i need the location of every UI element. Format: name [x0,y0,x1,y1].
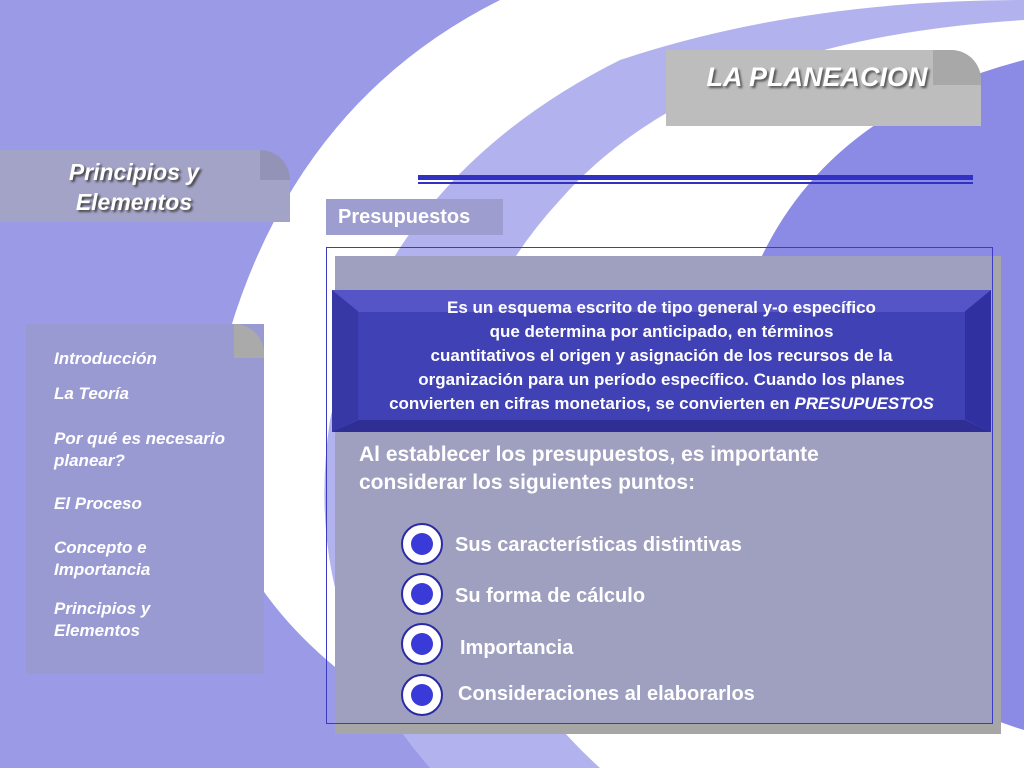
point-consideraciones[interactable]: Consideraciones al elaborarlos [458,683,755,705]
menu-item-label: Introducción [54,349,157,368]
definition-line-text: convierten en cifras monetarios, se convierten en [389,394,795,413]
bullet-button-consideraciones[interactable] [401,674,443,716]
section-title-line2: Elementos [75,189,193,215]
definition-line [332,392,991,416]
menu-item-label: El Proceso [54,494,142,513]
section-title-box [0,150,290,222]
navigation-menu [26,324,264,674]
bullet-button-importancia[interactable] [401,623,443,665]
point-caracteristicas[interactable]: Sus características distintivas [455,534,742,556]
definition-line: Es un esquema escrito de tipo general y-o específico [447,298,876,317]
definition-text [332,296,991,416]
definition-line: organización para un período específico. Cuando los planes [418,370,905,389]
title-rule [418,175,973,180]
menu-item-label: Por qué es necesario [54,429,226,448]
menu-item-label: Principios y [54,599,151,618]
section-title [0,157,268,217]
menu-item-label: La Teoría [54,384,129,403]
tab-presupuestos: Presupuestos [326,199,503,235]
definition-line: cuantitativos el origen y asignación de los recursos de la [430,346,893,365]
menu-item-label: Concepto e [54,538,147,557]
menu-item-label: Importancia [54,560,151,579]
menu-item-por-que-planear[interactable] [54,428,225,472]
menu-item-concepto-importancia[interactable] [54,537,150,581]
menu-item-label: planear? [54,451,125,470]
definition-bevel [332,420,991,432]
point-importancia[interactable]: Importancia [460,637,574,659]
menu-item-el-proceso[interactable] [54,493,142,515]
title-box [666,50,981,126]
menu-tab [234,324,264,358]
menu-item-label: Elementos [54,621,140,640]
section-title-line1: Principios y [68,159,200,185]
bullet-button-caracteristicas[interactable] [401,523,443,565]
page-title: LA PLANEACION [706,62,928,92]
definition-emphasis: PRESUPUESTOS [794,394,934,413]
definition-line: que determina por anticipado, en términos [489,322,834,341]
menu-item-la-teoria[interactable] [54,383,129,405]
menu-item-introduccion[interactable] [54,348,157,370]
menu-item-principios-elementos[interactable] [54,598,150,642]
intro-line: Al establecer los presupuestos, es importante [359,443,819,466]
bullet-button-calculo[interactable] [401,573,443,615]
intro-text [359,441,919,497]
intro-line: considerar los siguientes puntos: [359,471,696,494]
definition-box [332,290,991,432]
title-rule-thin [418,182,973,184]
point-calculo[interactable]: Su forma de cálculo [455,585,646,607]
